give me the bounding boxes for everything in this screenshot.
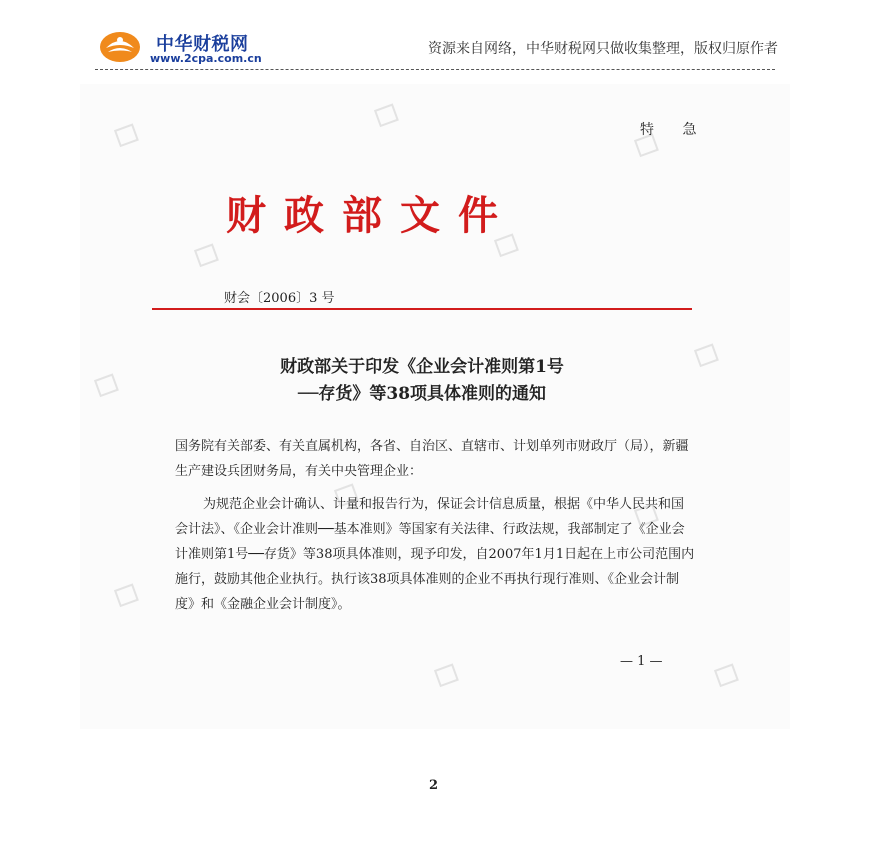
site-header (0, 0, 870, 74)
logo-title: 中华财税网 (156, 34, 249, 55)
red-divider (152, 308, 692, 310)
body-paragraph: 为规范企业会计确认、计量和报告行为，保证会计信息质量，根据《中华人民共和国会计法》、《企业会计准则──基本准则》等国家有关法律、行政法规，我部制定了《企业会计准则第1号──存货》等38项具体准则，现予印发，自2007年1月1日起在上市公司范围内施行，鼓励其他企业执行。执行该38项具体准则的企业不再执行现行准则、《企业会计制度》和《金融企业会计制度》。 (175, 497, 695, 612)
document-header-title: 财政部文件 (226, 192, 516, 239)
notice-title-line-2: ──存货》等38项具体准则的通知 (297, 384, 547, 404)
site-logo[interactable] (98, 28, 288, 68)
logo-emblem-icon (98, 30, 142, 64)
document-number: 财会〔2006〕3 号 (224, 291, 335, 306)
urgency-label: 特 急 (640, 122, 709, 138)
logo-url[interactable]: www.2cpa.com.cn (150, 52, 262, 65)
document-page-mark: — 1 — (620, 654, 663, 669)
addressee-paragraph: 国务院有关部委、有关直属机构，各省、自治区、直辖市、计划单列市财政厅（局），新疆生产建设兵团财务局，有关中央管理企业： (175, 439, 689, 479)
scanned-document-page (80, 84, 790, 729)
copyright-notice: 资源来自网络，中华财税网只做收集整理，版权归原作者 (428, 41, 778, 57)
notice-title-line-1: 财政部关于印发《企业会计准则第1号 (280, 357, 564, 377)
notice-title (152, 354, 692, 408)
header-divider (95, 69, 775, 70)
page-number: 2 (429, 778, 439, 793)
notice-body (175, 434, 695, 617)
